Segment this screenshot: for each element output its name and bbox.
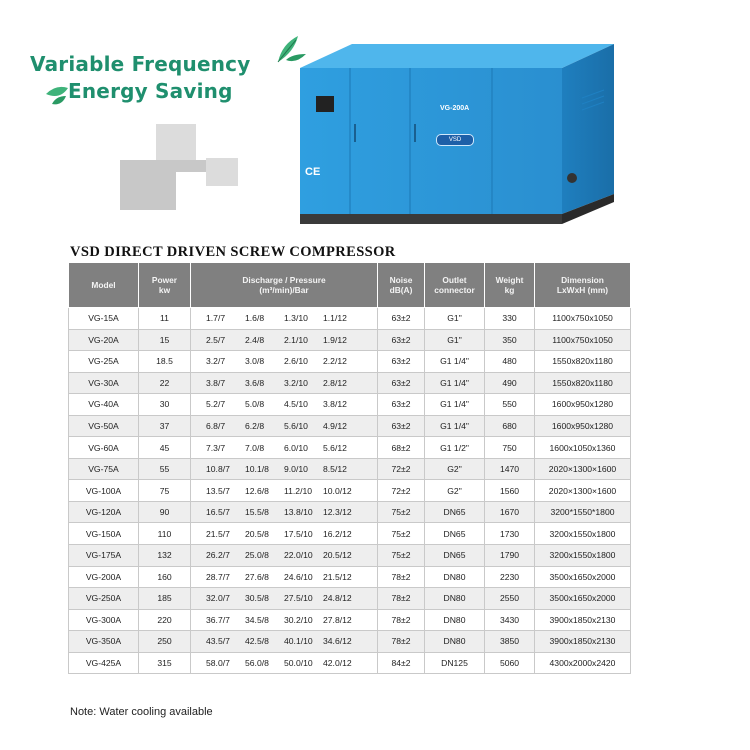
cell-model: VG-60A	[69, 437, 139, 459]
cell-noise: 68±2	[378, 437, 425, 459]
cell-outlet: G1"	[425, 308, 485, 330]
cell-model: VG-100A	[69, 480, 139, 502]
discharge-value: 6.2/8	[245, 421, 265, 431]
cell-model: VG-40A	[69, 394, 139, 416]
cell-dimension: 3900x1850x2130	[535, 631, 631, 653]
cell-discharge-pressure	[191, 566, 378, 588]
discharge-value: 3.8/12	[323, 399, 347, 410]
discharge-value: 1.3/10	[284, 313, 308, 324]
cell-noise: 63±2	[378, 308, 425, 330]
cell-outlet: G2"	[425, 458, 485, 480]
cell-model: VG-150A	[69, 523, 139, 545]
cell-power: 250	[139, 631, 191, 653]
discharge-value: 3.8/7	[206, 377, 226, 388]
table-row	[69, 566, 631, 588]
discharge-value: 2.1/10	[284, 334, 308, 345]
cell-power: 37	[139, 415, 191, 437]
discharge-value: 4.5/10	[284, 399, 308, 410]
cell-power: 160	[139, 566, 191, 588]
discharge-value: 1.7/7	[206, 313, 226, 324]
discharge-value: 16.5/7	[206, 507, 230, 518]
cell-noise: 72±2	[378, 480, 425, 502]
discharge-value: 2.6/10	[284, 356, 308, 367]
cell-outlet: DN65	[425, 545, 485, 567]
discharge-value: 13.5/7	[206, 485, 230, 496]
discharge-value: 1.6/8	[245, 313, 265, 324]
cell-dimension: 1100x750x1050	[535, 308, 631, 330]
cell-dimension: 3200x1550x1800	[535, 545, 631, 567]
cell-noise: 78±2	[378, 588, 425, 610]
cell-power: 90	[139, 501, 191, 523]
cell-noise: 63±2	[378, 415, 425, 437]
header-weight: Weight kg	[485, 263, 535, 308]
ce-mark: CE	[305, 166, 321, 178]
discharge-value: 3.2/10	[284, 377, 308, 388]
cell-model: VG-250A	[69, 588, 139, 610]
cell-power: 11	[139, 308, 191, 330]
cell-noise: 63±2	[378, 372, 425, 394]
discharge-value: 21.5/7	[206, 528, 230, 539]
cell-weight: 350	[485, 329, 535, 351]
cell-model: VG-50A	[69, 415, 139, 437]
cell-model: VG-120A	[69, 501, 139, 523]
footnote: Note: Water cooling available	[70, 706, 213, 718]
cell-outlet: G2"	[425, 480, 485, 502]
cell-noise: 75±2	[378, 501, 425, 523]
decorative-square	[176, 160, 206, 172]
discharge-value: 58.0/7	[206, 658, 230, 669]
cell-outlet: G1 1/4"	[425, 372, 485, 394]
cell-model: VG-30A	[69, 372, 139, 394]
cell-discharge-pressure	[191, 372, 378, 394]
cell-outlet: DN80	[425, 609, 485, 631]
table-row	[69, 329, 631, 351]
cell-power: 315	[139, 652, 191, 674]
cell-dimension: 2020×1300×1600	[535, 458, 631, 480]
cell-dimension: 1600x1050x1360	[535, 437, 631, 459]
cell-power: 45	[139, 437, 191, 459]
cell-power: 185	[139, 588, 191, 610]
cell-model: VG-175A	[69, 545, 139, 567]
header-model: Model	[69, 263, 139, 308]
cell-dimension: 3900x1850x2130	[535, 609, 631, 631]
cell-outlet: G1 1/4"	[425, 394, 485, 416]
cell-power: 75	[139, 480, 191, 502]
discharge-value: 9.0/10	[284, 464, 308, 475]
cell-model: VG-200A	[69, 566, 139, 588]
discharge-value: 43.5/7	[206, 636, 230, 647]
table-row	[69, 501, 631, 523]
table-row	[69, 545, 631, 567]
header-discharge-pressure: Discharge / Pressure (m³/min)/Bar	[191, 263, 378, 308]
table-row	[69, 480, 631, 502]
cell-model: VG-25A	[69, 351, 139, 373]
discharge-value: 1.1/12	[323, 313, 347, 324]
discharge-value: 4.9/12	[323, 421, 347, 431]
cell-model: VG-300A	[69, 609, 139, 631]
cell-power: 132	[139, 545, 191, 567]
cell-noise: 75±2	[378, 523, 425, 545]
discharge-value: 50.0/10	[284, 658, 313, 669]
cell-power: 18.5	[139, 351, 191, 373]
cell-dimension: 3500x1650x2000	[535, 588, 631, 610]
discharge-value: 40.1/10	[284, 636, 313, 647]
cell-model: VG-20A	[69, 329, 139, 351]
cell-outlet: DN80	[425, 588, 485, 610]
green-leaf-icon	[44, 82, 70, 108]
cell-discharge-pressure	[191, 308, 378, 330]
discharge-value: 22.0/10	[284, 550, 313, 561]
discharge-value: 17.5/10	[284, 528, 313, 539]
decorative-square	[120, 160, 176, 210]
discharge-value: 34.5/8	[245, 614, 269, 625]
cell-power: 15	[139, 329, 191, 351]
discharge-value: 3.0/8	[245, 356, 265, 367]
discharge-value: 6.8/7	[206, 421, 226, 431]
cell-discharge-pressure	[191, 437, 378, 459]
discharge-value: 24.6/10	[284, 571, 313, 582]
cell-weight: 1560	[485, 480, 535, 502]
header-outlet: Outlet connector	[425, 263, 485, 308]
cell-discharge-pressure	[191, 631, 378, 653]
discharge-value: 12.3/12	[323, 507, 352, 518]
discharge-value: 30.2/10	[284, 614, 313, 625]
cell-weight: 680	[485, 415, 535, 437]
compressor-unit-image	[292, 38, 622, 228]
cell-weight: 480	[485, 351, 535, 373]
table-row	[69, 458, 631, 480]
cell-outlet: G1"	[425, 329, 485, 351]
cell-dimension: 1600x950x1280	[535, 415, 631, 437]
cell-weight: 1790	[485, 545, 535, 567]
table-row	[69, 609, 631, 631]
cell-discharge-pressure	[191, 394, 378, 416]
header-dimension: Dimension LxWxH (mm)	[535, 263, 631, 308]
cell-dimension: 1100x750x1050	[535, 329, 631, 351]
cell-dimension: 1600x950x1280	[535, 394, 631, 416]
cell-weight: 1470	[485, 458, 535, 480]
table-row	[69, 652, 631, 674]
cell-discharge-pressure	[191, 329, 378, 351]
cell-power: 110	[139, 523, 191, 545]
cell-noise: 63±2	[378, 351, 425, 373]
cell-power: 55	[139, 458, 191, 480]
cell-weight: 330	[485, 308, 535, 330]
cell-power: 220	[139, 609, 191, 631]
cell-dimension: 3200x1550x1800	[535, 523, 631, 545]
cell-dimension: 2020×1300×1600	[535, 480, 631, 502]
cell-outlet: G1 1/2"	[425, 437, 485, 459]
discharge-value: 34.6/12	[323, 636, 352, 647]
discharge-value: 3.6/8	[245, 377, 265, 388]
cell-weight: 1670	[485, 501, 535, 523]
discharge-value: 20.5/12	[323, 550, 352, 561]
discharge-value: 30.5/8	[245, 593, 269, 604]
cell-outlet: G1 1/4"	[425, 351, 485, 373]
cell-discharge-pressure	[191, 545, 378, 567]
cell-power: 30	[139, 394, 191, 416]
table-row	[69, 351, 631, 373]
discharge-value: 2.5/7	[206, 334, 226, 345]
cell-discharge-pressure	[191, 480, 378, 502]
cell-weight: 750	[485, 437, 535, 459]
cell-power: 22	[139, 372, 191, 394]
cell-outlet: DN80	[425, 631, 485, 653]
cell-noise: 78±2	[378, 631, 425, 653]
discharge-value: 5.6/12	[323, 442, 347, 453]
table-row	[69, 523, 631, 545]
discharge-value: 56.0/8	[245, 658, 269, 669]
cell-weight: 490	[485, 372, 535, 394]
cell-noise: 72±2	[378, 458, 425, 480]
cell-discharge-pressure	[191, 351, 378, 373]
cell-weight: 1730	[485, 523, 535, 545]
cell-noise: 75±2	[378, 545, 425, 567]
decorative-square	[206, 158, 238, 186]
cell-dimension: 3200*1550*1800	[535, 501, 631, 523]
cell-weight: 2230	[485, 566, 535, 588]
cell-discharge-pressure	[191, 501, 378, 523]
headline-variable-frequency: Variable Frequency	[30, 52, 251, 76]
cell-noise: 84±2	[378, 652, 425, 674]
cell-dimension: 3500x1650x2000	[535, 566, 631, 588]
cell-discharge-pressure	[191, 652, 378, 674]
discharge-value: 10.8/7	[206, 464, 230, 475]
table-header-row	[69, 263, 631, 308]
discharge-value: 27.5/10	[284, 593, 313, 604]
cell-dimension: 4300x2000x2420	[535, 652, 631, 674]
cell-discharge-pressure	[191, 523, 378, 545]
cell-outlet: G1 1/4"	[425, 415, 485, 437]
cell-weight: 3430	[485, 609, 535, 631]
table-row	[69, 372, 631, 394]
cell-discharge-pressure	[191, 609, 378, 631]
table-row	[69, 437, 631, 459]
table-row	[69, 394, 631, 416]
discharge-value: 6.0/10	[284, 442, 308, 453]
discharge-value: 42.0/12	[323, 658, 352, 669]
discharge-value: 42.5/8	[245, 636, 269, 647]
cell-noise: 63±2	[378, 329, 425, 351]
discharge-value: 5.0/8	[245, 399, 265, 410]
headline-energy-saving: Energy Saving	[68, 79, 233, 103]
discharge-value: 13.8/10	[284, 507, 313, 518]
cell-weight: 2550	[485, 588, 535, 610]
cell-weight: 5060	[485, 652, 535, 674]
discharge-value: 15.5/8	[245, 507, 269, 518]
discharge-value: 32.0/7	[206, 593, 230, 604]
cell-outlet: DN80	[425, 566, 485, 588]
discharge-value: 24.8/12	[323, 593, 352, 604]
discharge-value: 8.5/12	[323, 464, 347, 475]
discharge-value: 5.6/10	[284, 421, 308, 431]
cell-dimension: 1550x820x1180	[535, 351, 631, 373]
header-power: Power kw	[139, 263, 191, 308]
cell-outlet: DN125	[425, 652, 485, 674]
table-row	[69, 308, 631, 330]
table-row	[69, 588, 631, 610]
cell-discharge-pressure	[191, 415, 378, 437]
discharge-value: 28.7/7	[206, 571, 230, 582]
cell-outlet: DN65	[425, 501, 485, 523]
cell-dimension: 1550x820x1180	[535, 372, 631, 394]
cell-noise: 78±2	[378, 609, 425, 631]
cell-model: VG-75A	[69, 458, 139, 480]
discharge-value: 20.5/8	[245, 528, 269, 539]
discharge-value: 27.6/8	[245, 571, 269, 582]
discharge-value: 16.2/12	[323, 528, 352, 539]
discharge-value: 2.8/12	[323, 377, 347, 388]
cell-noise: 63±2	[378, 394, 425, 416]
discharge-value: 2.4/8	[245, 334, 265, 345]
specifications-table	[68, 262, 631, 674]
table-row	[69, 631, 631, 653]
model-label: VG-200A	[440, 105, 470, 112]
discharge-value: 2.2/12	[323, 356, 347, 367]
cell-noise: 78±2	[378, 566, 425, 588]
discharge-value: 7.0/8	[245, 442, 265, 453]
discharge-value: 25.0/8	[245, 550, 269, 561]
discharge-value: 26.2/7	[206, 550, 230, 561]
table-row	[69, 415, 631, 437]
discharge-value: 10.0/12	[323, 485, 352, 496]
cell-model: VG-425A	[69, 652, 139, 674]
header-noise: Noise dB(A)	[378, 263, 425, 308]
discharge-value: 36.7/7	[206, 614, 230, 625]
discharge-value: 21.5/12	[323, 571, 352, 582]
discharge-value: 10.1/8	[245, 464, 269, 475]
discharge-value: 11.2/10	[284, 485, 313, 496]
cell-model: VG-350A	[69, 631, 139, 653]
discharge-value: 5.2/7	[206, 399, 226, 410]
cell-discharge-pressure	[191, 588, 378, 610]
table-title: VSD DIRECT DRIVEN SCREW COMPRESSOR	[70, 244, 396, 260]
cell-discharge-pressure	[191, 458, 378, 480]
cell-weight: 550	[485, 394, 535, 416]
discharge-value: 7.3/7	[206, 442, 226, 453]
cell-outlet: DN65	[425, 523, 485, 545]
discharge-value: 27.8/12	[323, 614, 352, 625]
cell-model: VG-15A	[69, 308, 139, 330]
brand-badge: VSD	[436, 134, 474, 146]
discharge-value: 3.2/7	[206, 356, 226, 367]
discharge-value: 12.6/8	[245, 485, 269, 496]
discharge-value: 1.9/12	[323, 334, 347, 345]
cell-weight: 3850	[485, 631, 535, 653]
